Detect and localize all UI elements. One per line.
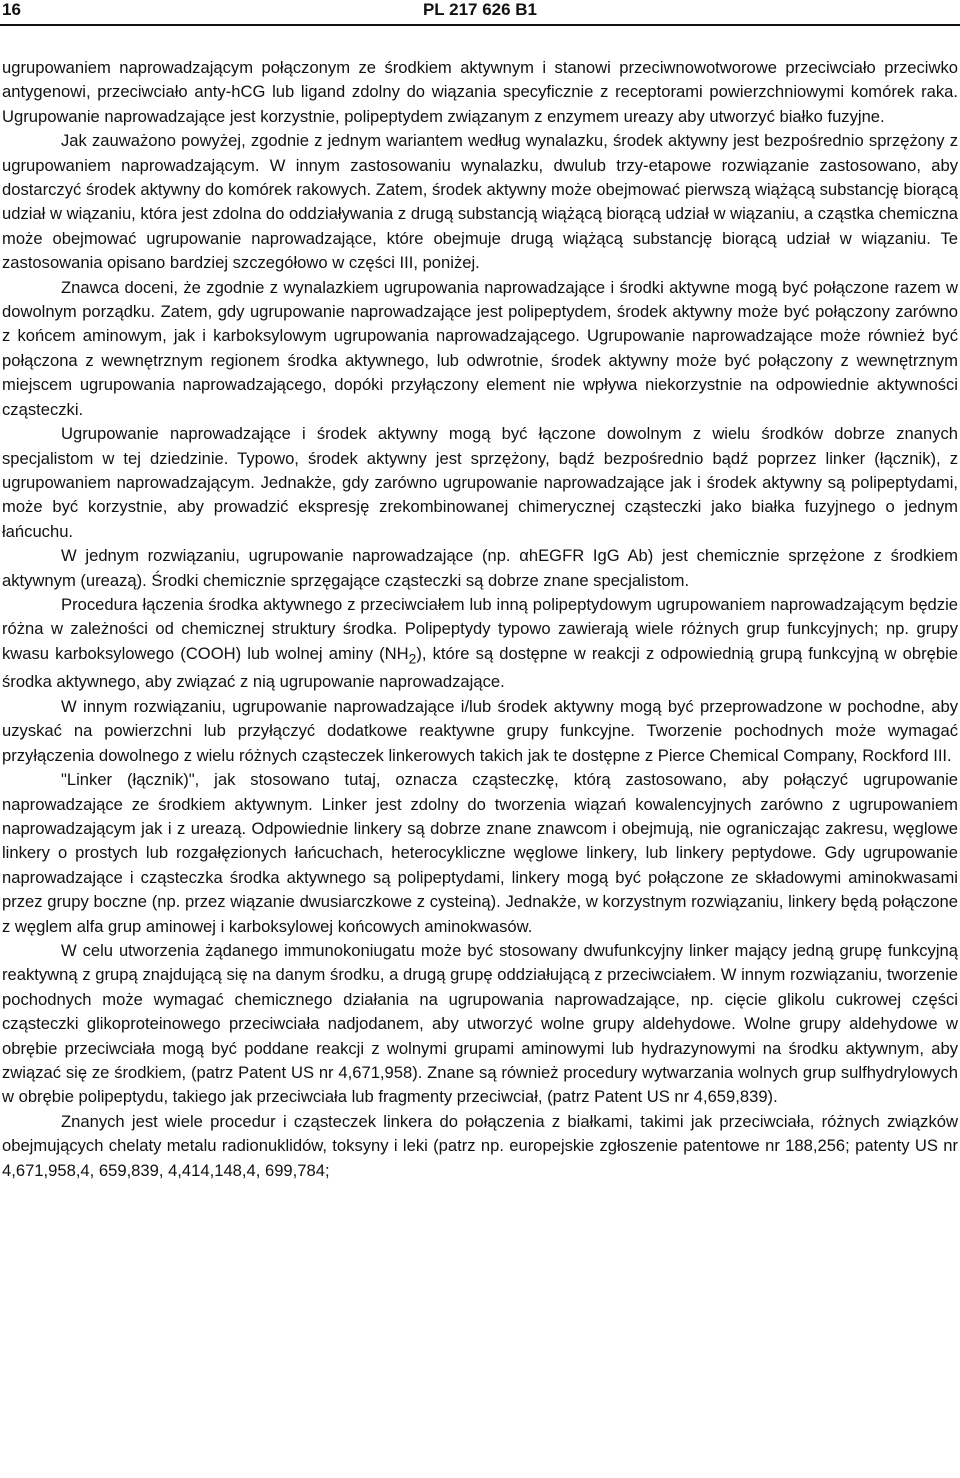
paragraph-text: Procedura łączenia środka aktywnego z przeciwciałem lub inną polipeptydowym ugrupowaniem naprowadzającym będzie różna w zależności od chemicznej struktury środka. Polipeptydy typowo zawierają wiele różnych grup funkcyjnych; np. grupy kwasu karboksylowego (COOH) lub wolnej aminy (NH [2, 594, 958, 663]
paragraph: Znawca doceni, że zgodnie z wynalazkiem ugrupowania naprowadzające i środki aktywne mogą być połączone razem w dowolnym porządku. Zatem, gdy ugrupowanie naprowadzające jest polipeptydem, środek aktywny może być połączony zarówno z końcem aminowym, jak i karboksylowym ugrupowania naprowadzającego. Ugrupowanie naprowadzające może również być połączona z wewnętrznym regionem środka aktywnego, lub odwrotnie, środek aktywny może być połączony z wewnętrznym miejscem ugrupowania naprowadzającego, dopóki przyłączony element nie wpływa niekorzystnie na odpowiednie aktywności cząsteczki. [2, 277, 958, 419]
patent-number: PL 217 626 B1 [422, 0, 538, 19]
paragraph: W jednym rozwiązaniu, ugrupowanie naprowadzające (np. αhEGFR IgG Ab) jest chemicznie sprzężone z środkiem aktywnym (ureazą). Środki chemicznie sprzęgające cząsteczki są dobrze znane specjalistom. [2, 546, 958, 590]
paragraph: ugrupowaniem naprowadzającym połączonym ze środkiem aktywnym i stanowi przeciwnowotworowe przeciwciało przeciwko antygenowi, przeciwciało anty-hCG lub ligand zdolny do wiązania specyficznie z receptorami powierzchniowymi komórek raka. Ugrupowanie naprowadzające jest korzystnie, polipeptydem związanym z enzymem ureazy aby utworzyć białko fuzyjne. [2, 58, 958, 126]
paragraph: Ugrupowanie naprowadzające i środek aktywny mogą być łączone dowolnym z wielu środków dobrze znanych specjalistom w tej dziedzinie. Typowo, środek aktywny jest sprzężony, bądź bezpośrednio bądź poprzez linker (łącznik), z ugrupowaniem naprowadzającym. Jednakże, gdy zarówno ugrupowanie naprowadzające jak i środek aktywny są polipeptydami, może być korzystnie, aby prowadzić ekspresję zrekombinowanej chimerycznej cząsteczki jako białka fuzyjnego o jednym łańcuchu. [2, 424, 958, 541]
subscript: 2 [408, 650, 417, 667]
paragraph: Jak zauważono powyżej, zgodnie z jednym wariantem według wynalazku, środek aktywny jest bezpośrednio sprzężony z ugrupowaniem naprowadzającym. W innym zastosowaniu wynalazku, dwulub trzy-etapowe rozwiązanie zastosowano, aby dostarczyć środek aktywny do komórek rakowych. Zatem, środek aktywny może obejmować pierwszą wiążącą substancję biorącą udział w wiązaniu, która jest zdolna do oddziaływania z drugą substancją wiążącą biorącą udział w wiązaniu, a cząstka chemiczna może obejmować ugrupowanie naprowadzające, które obejmuje drugą wiążącą substancję biorącą udział w wiązaniu. Te zastosowania opisano bardziej szczegółowo w części III, poniżej. [2, 131, 958, 273]
paragraph [2, 593, 958, 695]
header-rule [0, 24, 960, 26]
document-body [2, 56, 958, 1183]
page-number: 16 [2, 0, 21, 19]
paragraph-text: ), które są dostępne w reakcji z odpowiednią grupą funkcyjną w obrębie środka aktywnego, aby związać z nią ugrupowanie naprowadzające. [2, 643, 958, 692]
paragraph: Znanych jest wiele procedur i cząsteczek linkera do połączenia z białkami, takimi jak przeciwciała, różnych związków obejmujących chelaty metalu radionuklidów, toksyny i leki (patrz np. europejskie zgłoszenie patentowe nr 188,256; patenty US nr 4,671,958,4, 659,839, 4,414,148,4, 699,784; [2, 1111, 958, 1180]
paragraph: W celu utworzenia żądanego immunokoniugatu może być stosowany dwufunkcyjny linker mający jedną grupę funkcyjną reaktywną z grupą znajdującą się na danym środku, a drugą grupę oddziałującą z przeciwciałem. W innym rozwiązaniu, tworzenie pochodnych może wymagać chemicznego działania na ugrupowania naprowadzające, np. cięcie glikolu cukrowej części cząsteczki glikoproteinowego przeciwciała nadjodanem, aby utworzyć wolne grupy aldehydowe. Wolne grupy aldehydowe w obrębie przeciwciała mogą być poddane reakcji z wolnymi grupami aminowymi lub hydrazynowymi na środku aktywnym, aby związać się ze środkiem, (patrz Patent US nr 4,671,958). Znane są również procedury wytwarzania wolnych grup sulfhydrylowych w obrębie polipeptydu, takiego jak przeciwciała lub fragmenty przeciwciał, (patrz Patent US nr 4,659,839). [2, 940, 958, 1107]
paragraph: "Linker (łącznik)", jak stosowano tutaj, oznacza cząsteczkę, którą zastosowano, aby połączyć ugrupowanie naprowadzające ze środkiem aktywnym. Linker jest zdolny do tworzenia wiązań kowalencyjnych zarówno z ugrupowaniem naprowadzającym jak i z ureazą. Odpowiednie linkery są dobrze znane znawcom i obejmują, nie ograniczając zakresu, węglowe linkery o prostych lub rozgałęzionych łańcuchach, heterocykliczne węglowe linkery, lub linkery peptydowe. Gdy ugrupowanie naprowadzające i cząsteczka środka aktywnego są polipeptydami, linkery mogą być połączone ze składowymi aminokwasami przez grupy boczne (np. przez wiązanie dwusiarczkowe z cysteiną). Jednakże, w korzystnym rozwiązaniu, linkery będą połączone z węglem alfa grup aminowej i karboksylowej końcowych aminokwasów. [2, 770, 958, 936]
paragraph: W innym rozwiązaniu, ugrupowanie naprowadzające i/lub środek aktywny mogą być przeprowadzone w pochodne, aby uzyskać na powierzchni lub przyłączyć dodatkowe reaktywne grupy funkcyjne. Tworzenie pochodnych może wymagać przyłączenia dowolnego z wielu różnych cząsteczek linkerowych takich jak te dostępne z Pierce Chemical Company, Rockford III. [2, 696, 958, 765]
